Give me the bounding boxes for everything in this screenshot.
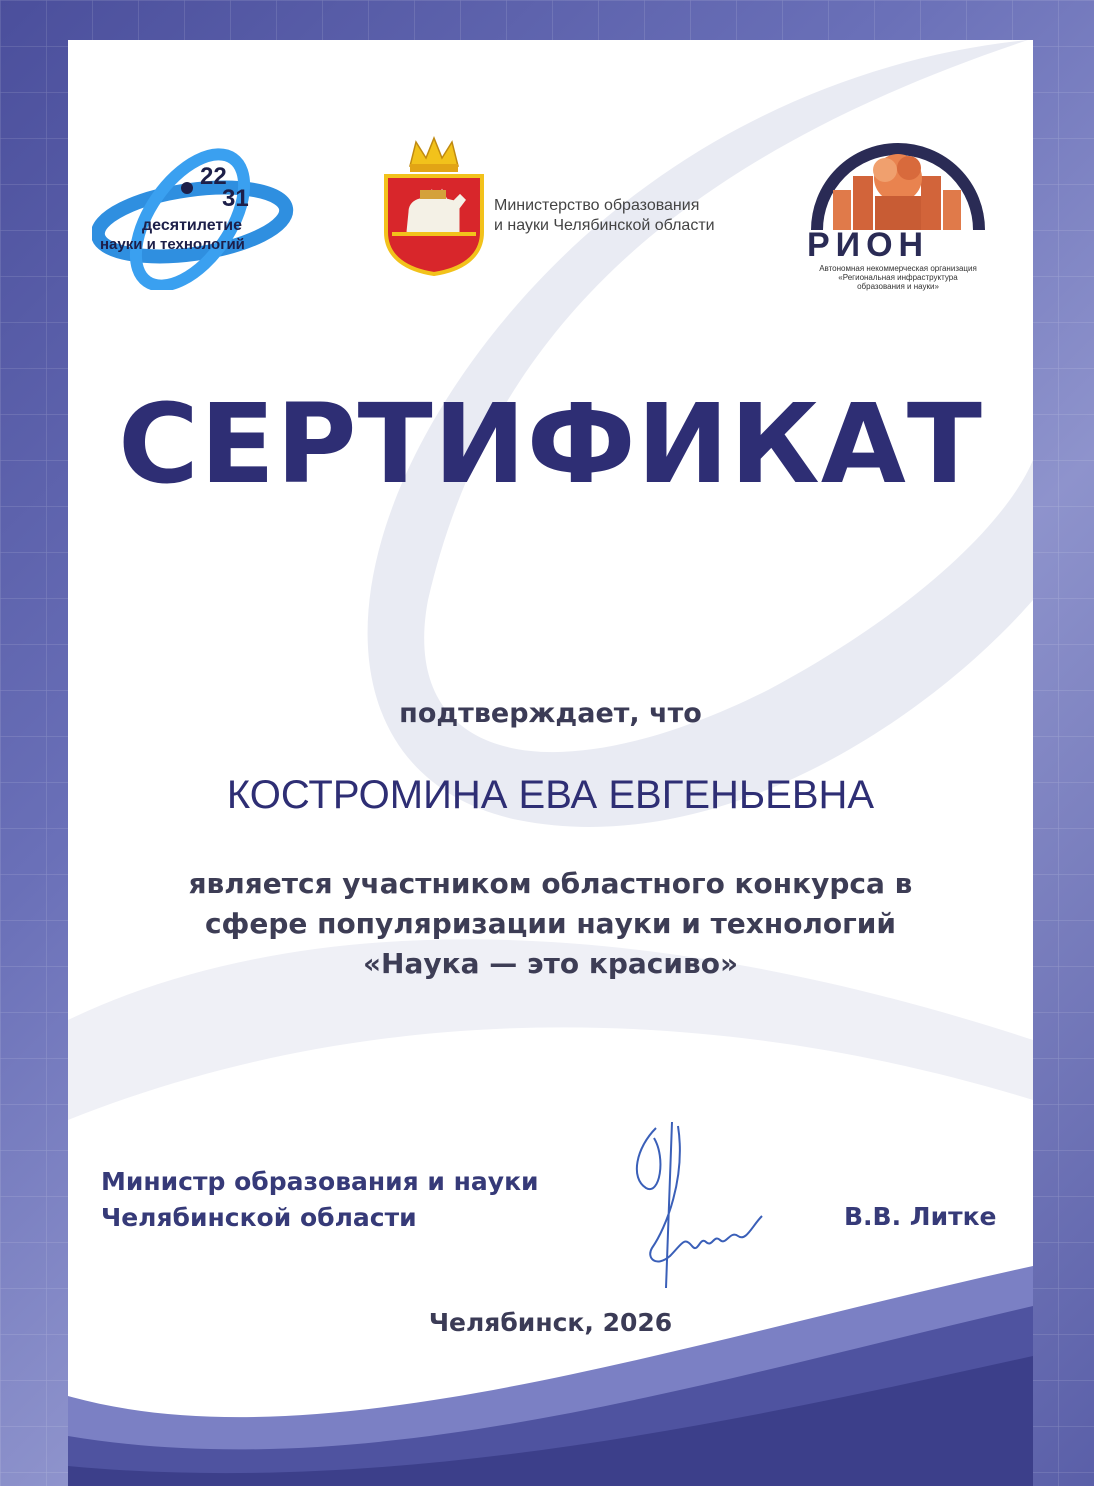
- rion-line3: образования и науки»: [857, 282, 939, 291]
- certificate-sheet: [68, 40, 1033, 1486]
- rion-logo: [803, 140, 993, 290]
- rion-subtitle: [803, 264, 993, 291]
- description-line3: «Наука — это красиво»: [362, 947, 739, 980]
- decade-subtitle: науки и технологий: [100, 236, 245, 253]
- certificate-description: [68, 864, 1033, 984]
- confirm-text: подтверждает, что: [399, 698, 702, 729]
- ministry-header: [494, 196, 774, 236]
- bottom-wave: [68, 1226, 1033, 1486]
- description-line2: сфере популяризации науки и технологий: [204, 907, 897, 940]
- position-line2: Челябинской области: [101, 1203, 417, 1232]
- ministry-line2: и науки Челябинской области: [494, 217, 715, 234]
- ministry-line1: Министерство образования: [494, 197, 700, 214]
- decade-word: десятилетие: [142, 217, 242, 234]
- rion-arch-icon: [803, 140, 993, 232]
- certificate-title: СЕРТИФИКАТ: [118, 380, 983, 508]
- rion-word: РИОН: [807, 226, 930, 264]
- signatory-name: В.В. Литке: [844, 1202, 997, 1231]
- city-year: Челябинск, 2026: [428, 1308, 673, 1337]
- chelyabinsk-coat-of-arms-icon: [380, 136, 488, 276]
- handwritten-signature: [626, 1118, 766, 1298]
- position-line1: Министр образования и науки: [101, 1167, 539, 1196]
- recipient-name: КОСТРОМИНА ЕВА ЕВГЕНЬЕВНА: [226, 773, 875, 817]
- rion-line1: Автономная некоммерческая организация: [819, 264, 977, 273]
- decade-num-top: 22: [200, 163, 227, 190]
- decade-science-logo: [92, 140, 307, 290]
- rion-line2: «Региональная инфраструктура: [838, 273, 958, 282]
- description-line1: является участником областного конкурса в: [188, 867, 913, 900]
- signatory-position: [101, 1164, 539, 1236]
- decade-num-bottom: 31: [222, 185, 249, 212]
